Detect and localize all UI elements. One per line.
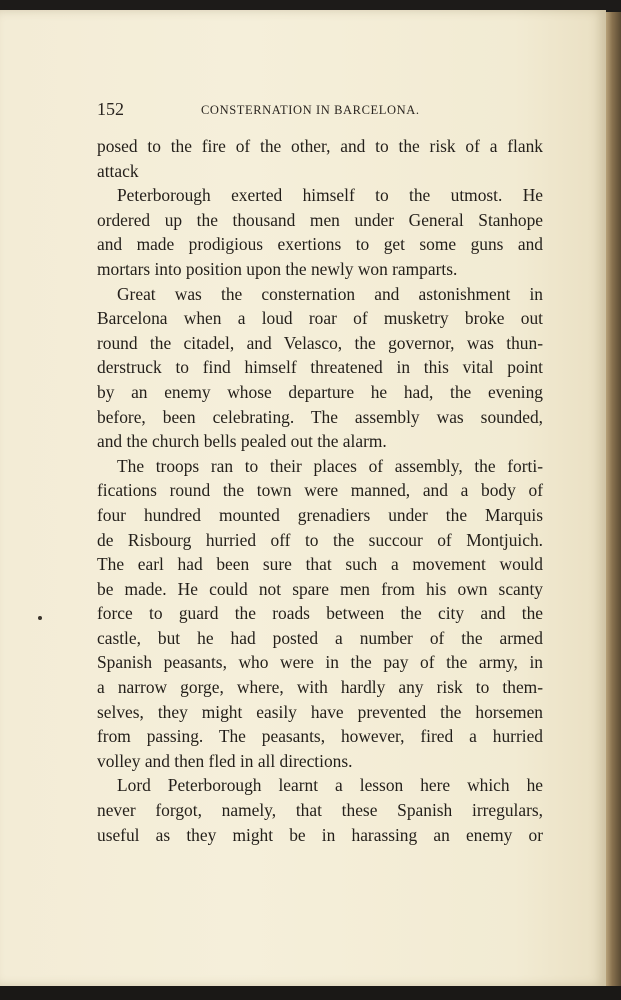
scan-bottom-border	[0, 986, 621, 1000]
running-title: CONSTERNATION IN BARCELONA.	[201, 103, 420, 117]
text-line: ordered up the thousand men under General Stanhope	[97, 209, 543, 230]
margin-speck	[38, 616, 42, 620]
running-header	[97, 99, 543, 123]
text-line: Peterborough exerted himself to the utmost. He	[117, 185, 543, 206]
text-line: castle, but he had posted a number of the armed	[97, 627, 543, 648]
text-line: The troops ran to their places of assembly, the forti-	[117, 455, 543, 476]
text-line: attack	[97, 160, 139, 181]
text-line: Spanish peasants, who were in the pay of the army, in	[97, 652, 543, 673]
text-line: round the citadel, and Velasco, the governor, was thun-	[97, 332, 543, 353]
text-line: selves, they might easily have prevented the horsemen	[97, 701, 543, 722]
page-number: 152	[97, 99, 124, 119]
text-line: The earl had been sure that such a movement would	[97, 554, 543, 575]
text-line: never forgot, namely, that these Spanish irregulars,	[97, 800, 543, 821]
text-line: volley and then fled in all directions.	[97, 750, 353, 771]
text-line: derstruck to find himself threatened in this vital point	[97, 357, 543, 378]
text-line: Barcelona when a loud roar of musketry broke out	[97, 308, 543, 329]
text-line: force to guard the roads between the city and the	[97, 603, 543, 624]
text-line: from passing. The peasants, however, fired a hurried	[97, 726, 543, 747]
text-line: de Risbourg hurried off to the succour of Montjuich.	[97, 529, 543, 550]
text-line: a narrow gorge, where, with hardly any risk to them-	[97, 677, 543, 698]
text-line: four hundred mounted grenadiers under the Marquis	[97, 504, 543, 525]
text-line: and the church bells pealed out the alarm.	[97, 431, 387, 452]
text-line: by an enemy whose departure he had, the evening	[97, 381, 543, 402]
text-line: posed to the fire of the other, and to the risk of a flank	[97, 136, 543, 156]
text-line: mortars into position upon the newly won ramparts.	[97, 258, 458, 279]
text-line: useful as they might be in harassing an enemy or	[97, 824, 543, 845]
text-line: before, been celebrating. The assembly was sounded,	[97, 406, 543, 427]
text-line: be made. He could not spare men from his own scanty	[97, 578, 543, 599]
body-text	[97, 134, 543, 847]
text-line: and made prodigious exertions to get some guns and	[97, 234, 543, 255]
text-line: Great was the consternation and astonishment in	[117, 283, 543, 304]
text-line: Lord Peterborough learnt a lesson here which he	[117, 775, 543, 796]
text-line: fications round the town were manned, and a body of	[97, 480, 543, 501]
book-page-edge	[606, 12, 621, 986]
